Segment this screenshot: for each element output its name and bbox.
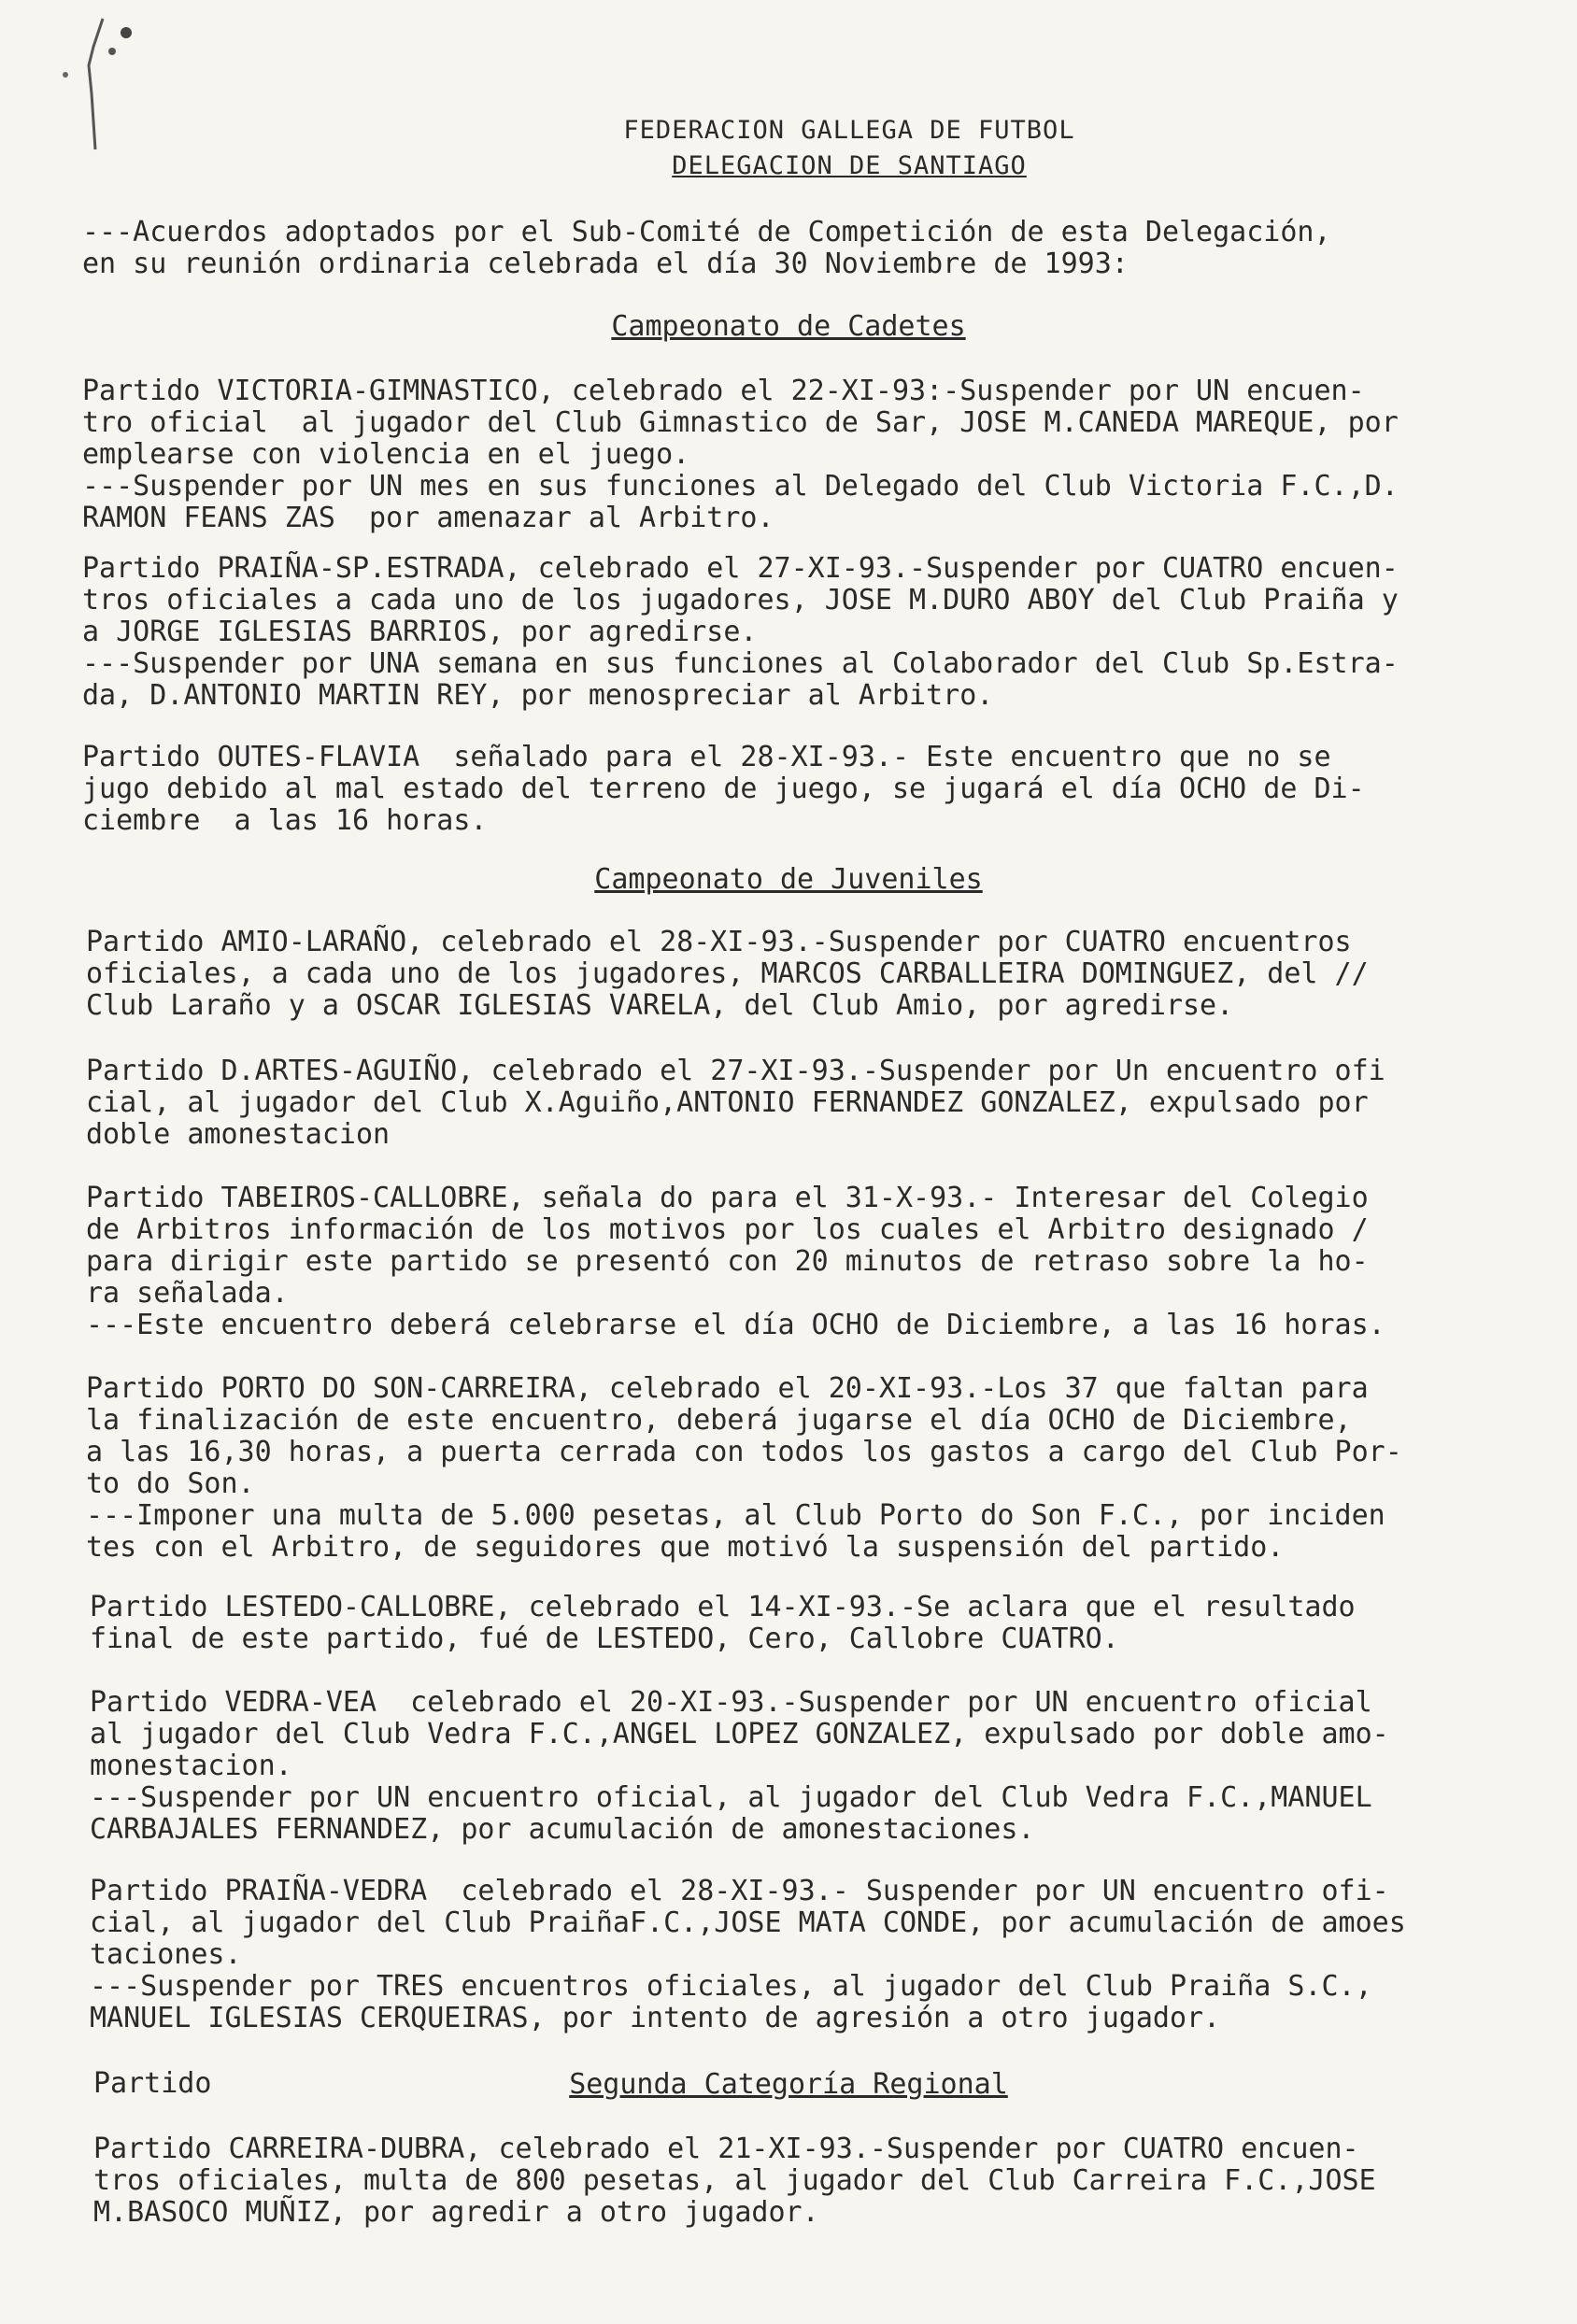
- text-line: Partido PORTO DO SON-CARREIRA, celebrado el 20-XI-93.-Los 37 que faltan para: [86, 1372, 1369, 1405]
- text-line: Partido CARREIRA-DUBRA, celebrado el 21-XI-93.-Suspender por CUATRO encuen-: [93, 2133, 1359, 2165]
- text-line: ---Imponer una multa de 5.000 pesetas, al Club Porto do Son F.C., por inciden: [86, 1499, 1385, 1532]
- text-line: doble amonestacion: [86, 1118, 391, 1151]
- text-line: tros oficiales, multa de 800 pesetas, al jugador del Club Carreira F.C.,JOSE: [93, 2164, 1376, 2197]
- document-title: FEDERACION GALLEGA DE FUTBOL: [623, 116, 1075, 145]
- text-line: emplearse con violencia en el juego.: [82, 438, 690, 471]
- text-line: Partido AMIO-LARAÑO, celebrado el 28-XI-93.-Suspender por CUATRO encuentros: [86, 926, 1352, 958]
- text-line: Partido VICTORIA-GIMNASTICO, celebrado el 22-XI-93:-Suspender por UN encuen-: [82, 375, 1365, 407]
- section-heading: Segunda Categoría Regional: [569, 2068, 1008, 2101]
- text-line: jugo debido al mal estado del terreno de juego, se jugará el día OCHO de Di-: [82, 772, 1365, 805]
- text-line: ---Suspender por UN encuentro oficial, al jugador del Club Vedra F.C.,MANUEL: [90, 1781, 1372, 1814]
- text-line: la finalización de este encuentro, deberá jugarse el día OCHO de Diciembre,: [86, 1404, 1352, 1437]
- text-line: Partido PRAIÑA-SP.ESTRADA, celebrado el 27-XI-93.-Suspender por CUATRO encuen-: [82, 552, 1399, 585]
- text-line: M.BASOCO MUÑIZ, por agredir a otro jugador.: [93, 2196, 819, 2229]
- text-line: da, D.ANTONIO MARTIN REY, por menospreciar al Arbitro.: [82, 679, 994, 712]
- text-line: tes con el Arbitro, de seguidores que motivó la suspensión del partido.: [86, 1531, 1285, 1564]
- document-subtitle: DELEGACION DE SANTIAGO: [672, 151, 1027, 180]
- section-heading: Campeonato de Juveniles: [594, 863, 983, 896]
- text-line: Partido TABEIROS-CALLOBRE, señala do para el 31-X-93.- Interesar del Colegio: [86, 1182, 1369, 1214]
- text-line: Club Laraño y a OSCAR IGLESIAS VARELA, del Club Amio, por agredirse.: [86, 989, 1234, 1022]
- text-line: ciembre a las 16 horas.: [82, 804, 488, 837]
- section-prefix: Partido: [93, 2067, 212, 2100]
- section-heading: Campeonato de Cadetes: [611, 310, 966, 343]
- text-line: ---Suspender por TRES encuentros oficiales, al jugador del Club Praiña S.C.,: [90, 1970, 1372, 2003]
- text-line: de Arbitros información de los motivos por los cuales el Arbitro designado /: [86, 1213, 1369, 1246]
- text-line: Partido D.ARTES-AGUIÑO, celebrado el 27-XI-93.-Suspender por Un encuentro ofi: [86, 1055, 1385, 1087]
- text-line: tro oficial al jugador del Club Gimnastico de Sar, JOSE M.CANEDA MAREQUE, por: [82, 406, 1399, 439]
- text-line: Partido VEDRA-VEA celebrado el 20-XI-93.-Suspender por UN encuentro oficial: [90, 1686, 1372, 1719]
- text-line: CARBAJALES FERNANDEZ, por acumulación de amonestaciones.: [90, 1813, 1035, 1846]
- text-line: MANUEL IGLESIAS CERQUEIRAS, por intento de agresión a otro jugador.: [90, 2002, 1221, 2034]
- text-line: RAMON FEANS ZAS por amenazar al Arbitro.: [82, 502, 774, 534]
- text-line: ---Este encuentro deberá celebrarse el día OCHO de Diciembre, a las 16 horas.: [86, 1309, 1385, 1341]
- text-line: monestacion.: [90, 1750, 292, 1782]
- intro-line: ---Acuerdos adoptados por el Sub-Comité de Competición de esta Delegación,: [82, 216, 1331, 248]
- text-line: cial, al jugador del Club X.Aguiño,ANTONIO FERNANDEZ GONZALEZ, expulsado por: [86, 1086, 1369, 1119]
- text-line: oficiales, a cada uno de los jugadores, MARCOS CARBALLEIRA DOMINGUEZ, del //: [86, 957, 1369, 990]
- text-line: tros oficiales a cada uno de los jugadores, JOSE M.DURO ABOY del Club Praiña y: [82, 584, 1399, 616]
- text-line: taciones.: [90, 1938, 242, 1971]
- text-line: final de este partido, fué de LESTEDO, Cero, Callobre CUATRO.: [90, 1623, 1119, 1655]
- text-line: al jugador del Club Vedra F.C.,ANGEL LOPEZ GONZALEZ, expulsado por doble amo-: [90, 1718, 1389, 1750]
- intro-line: en su reunión ordinaria celebrada el día 30 Noviembre de 1993:: [82, 248, 1129, 280]
- text-line: Partido PRAIÑA-VEDRA celebrado el 28-XI-93.- Suspender por UN encuentro ofi-: [90, 1875, 1389, 1907]
- text-line: para dirigir este partido se presentó con 20 minutos de retraso sobre la ho-: [86, 1245, 1369, 1278]
- text-line: a las 16,30 horas, a puerta cerrada con todos los gastos a cargo del Club Por-: [86, 1436, 1402, 1468]
- text-line: ---Suspender por UNA semana en sus funciones al Colaborador del Club Sp.Estra-: [82, 647, 1399, 680]
- text-line: ---Suspender por UN mes en sus funciones al Delegado del Club Victoria F.C.,D.: [82, 470, 1399, 503]
- text-line: ra señalada.: [86, 1277, 289, 1310]
- text-line: a JORGE IGLESIAS BARRIOS, por agredirse.: [82, 616, 758, 648]
- text-line: to do Son.: [86, 1467, 255, 1500]
- text-line: cial, al jugador del Club PraiñaF.C.,JOSE MATA CONDE, por acumulación de amoes: [90, 1906, 1406, 1939]
- text-line: Partido LESTEDO-CALLOBRE, celebrado el 14-XI-93.-Se aclara que el resultado: [90, 1591, 1356, 1623]
- text-line: Partido OUTES-FLAVIA señalado para el 28-XI-93.- Este encuentro que no se: [82, 741, 1331, 773]
